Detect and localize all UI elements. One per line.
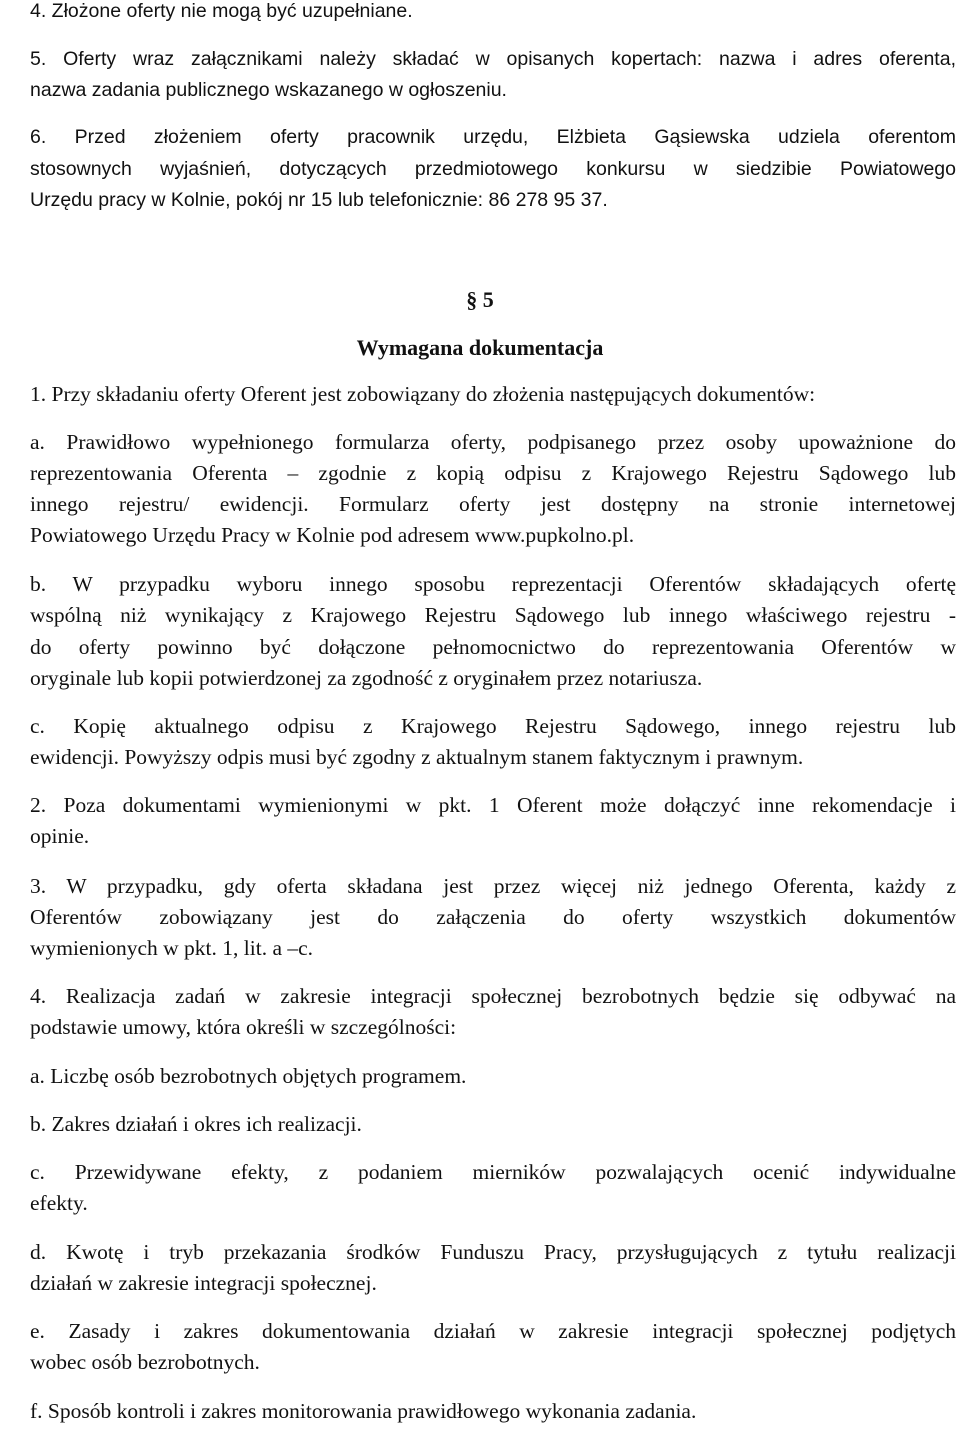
body-line: 3. W przypadku, gdy oferta składana jest przez więcej niż jednego Oferenta, każdy z [30, 874, 956, 898]
body-line: a. Liczbę osób bezrobotnych objętych programem. [30, 1064, 467, 1088]
item-6-line-3: Urzędu pracy w Kolnie, pokój nr 15 lub telefonicznie: 86 278 95 37. [30, 189, 608, 211]
body-line: b. W przypadku wyboru innego sposobu reprezentacji Oferentów składających ofertę [30, 572, 956, 596]
body-line: c. Przewidywane efekty, z podaniem mierników pozwalających ocenić indywidualne [30, 1160, 956, 1184]
body-line: 2. Poza dokumentami wymienionymi w pkt. 1 Oferent może dołączyć inne rekomendacje i [30, 793, 956, 817]
body-line: wobec osób bezrobotnych. [30, 1350, 260, 1374]
body-line: efekty. [30, 1191, 88, 1215]
body-line: 1. Przy składaniu oferty Oferent jest zobowiązany do złożenia następujących dokumentów: [30, 382, 816, 406]
body-line: d. Kwotę i tryb przekazania środków Funduszu Pracy, przysługujących z tytułu realizacji [30, 1240, 956, 1264]
item-5-line-1: 5. Oferty wraz załącznikami należy składać w opisanych kopertach: nazwa i adres oferenta, [30, 48, 956, 70]
body-line: f. Sposób kontroli i zakres monitorowania prawidłowego wykonania zadania. [30, 1399, 697, 1423]
section-title: Wymagana dokumentacja [356, 335, 604, 360]
body-line: wspólną niż wynikający z Krajowego Rejestru Sądowego lub innego właściwego rejestru - [30, 603, 956, 627]
body-line: c. Kopię aktualnego odpisu z Krajowego Rejestru Sądowego, innego rejestru lub [30, 714, 956, 738]
body-line: e. Zasady i zakres dokumentowania działań w zakresie integracji społecznej podjętych [30, 1319, 956, 1343]
body-line: opinie. [30, 824, 90, 848]
section-number: § 5 [466, 287, 494, 312]
body-line: oryginale lub kopii potwierdzonej za zgodność z oryginałem przez notariusza. [30, 666, 703, 690]
body-line: Powiatowego Urzędu Pracy w Kolnie pod adresem www.pupkolno.pl. [30, 523, 635, 547]
body-line: ewidencji. Powyższy odpis musi być zgodny z aktualnym stanem faktycznym i prawnym. [30, 745, 804, 769]
item-6-line-1: 6. Przed złożeniem oferty pracownik urzędu, Elżbieta Gąsiewska udziela oferentom [30, 126, 956, 148]
body-line: a. Prawidłowo wypełnionego formularza oferty, podpisanego przez osoby upoważnione do [30, 430, 956, 454]
body-line: podstawie umowy, która określi w szczególności: [30, 1015, 457, 1039]
body-line: do oferty powinno być dołączone pełnomocnictwo do reprezentowania Oferentów w [30, 635, 956, 659]
body-line: Oferentów zobowiązany jest do załączenia do oferty wszystkich dokumentów [30, 905, 956, 929]
item-5-line-2: nazwa zadania publicznego wskazanego w ogłoszeniu. [30, 79, 507, 101]
item-6-line-2: stosownych wyjaśnień, dotyczących przedmiotowego konkursu w siedzibie Powiatowego [30, 158, 956, 180]
body-line: b. Zakres działań i okres ich realizacji. [30, 1112, 362, 1136]
body-line: wymienionych w pkt. 1, lit. a –c. [30, 936, 314, 960]
body-line: 4. Realizacja zadań w zakresie integracji społecznej bezrobotnych będzie się odbywać na [30, 984, 956, 1008]
body-line: działań w zakresie integracji społecznej. [30, 1271, 377, 1295]
body-line: reprezentowania Oferenta – zgodnie z kopią odpisu z Krajowego Rejestru Sądowego lub [30, 461, 956, 485]
item-4-line-1: 4. Złożone oferty nie mogą być uzupełniane. [30, 0, 413, 22]
body-line: innego rejestru/ ewidencji. Formularz oferty jest dostępny na stronie internetowej [30, 492, 956, 516]
